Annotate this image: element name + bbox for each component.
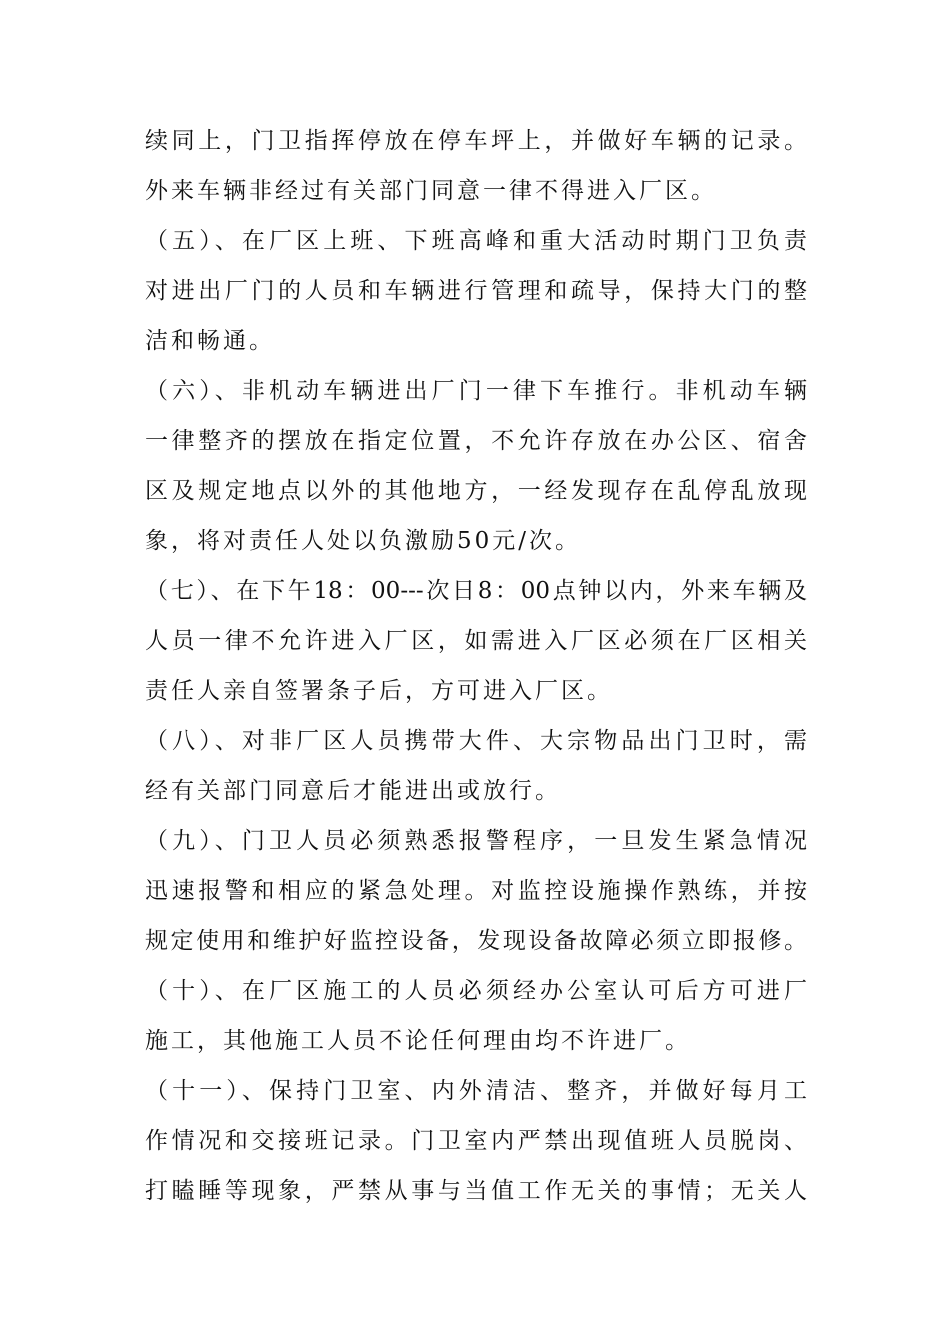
document-page (145, 116, 807, 1216)
paragraph-10-start: （十）、在厂区施工的人员必须经办公室认可后方可进厂 (145, 978, 807, 1004)
text-line: 经有关部门同意后才能进出或放行。 (145, 778, 561, 804)
paragraph-5-start: （五）、在厂区上班、下班高峰和重大活动时期门卫负责 (145, 228, 807, 254)
paragraph-6-start: （六）、非机动车辆进出厂门一律下车推行。非机动车辆 (145, 378, 807, 404)
paragraph-7-start: （七）、在下午18：00---次日8：00点钟以内，外来车辆及 (145, 578, 807, 604)
text-line: 迅速报警和相应的紧急处理。对监控设施操作熟练，并按 (145, 878, 807, 904)
text-line: 续同上，门卫指挥停放在停车坪上，并做好车辆的记录。 (145, 128, 807, 154)
text-line: 打瞌睡等现象，严禁从事与当值工作无关的事情；无关人 (145, 1178, 807, 1204)
text-line: 责任人亲自签署条子后，方可进入厂区。 (145, 678, 613, 704)
text-line: 施工，其他施工人员不论任何理由均不许进厂。 (145, 1028, 691, 1054)
text-line: 象，将对责任人处以负激励50元/次。 (145, 528, 582, 554)
text-line: 区及规定地点以外的其他地方，一经发现存在乱停乱放现 (145, 478, 807, 504)
paragraph-9-start: （九）、门卫人员必须熟悉报警程序，一旦发生紧急情况 (145, 828, 807, 854)
text-line: 对进出厂门的人员和车辆进行管理和疏导，保持大门的整 (145, 278, 807, 304)
paragraph-11-start: （十一）、保持门卫室、内外清洁、整齐，并做好每月工 (145, 1078, 807, 1104)
text-line: 一律整齐的摆放在指定位置，不允许存放在办公区、宿舍 (145, 428, 807, 454)
text-line: 规定使用和维护好监控设备，发现设备故障必须立即报修。 (145, 928, 807, 954)
text-line: 外来车辆非经过有关部门同意一律不得进入厂区。 (145, 178, 717, 204)
text-line: 作情况和交接班记录。门卫室内严禁出现值班人员脱岗、 (145, 1128, 807, 1154)
paragraph-8-start: （八）、对非厂区人员携带大件、大宗物品出门卫时，需 (145, 728, 807, 754)
text-line: 洁和畅通。 (145, 328, 275, 354)
text-line: 人员一律不允许进入厂区，如需进入厂区必须在厂区相关 (145, 628, 807, 654)
